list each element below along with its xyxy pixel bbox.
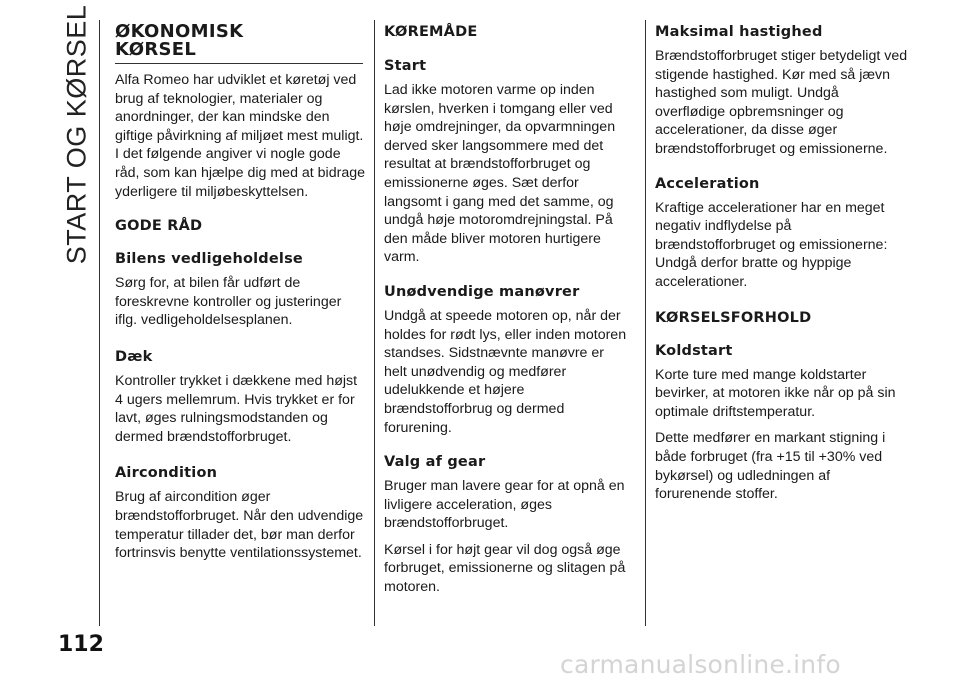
- page-title: [115, 23, 365, 59]
- column-2: [384, 20, 629, 597]
- paragraph-gear-2: Kørsel i for højt gear vil dog også øge forbruget, emissionerne og slitagen på motoren.: [384, 541, 626, 596]
- heading-manovrer: Unødvendige manøvrer: [384, 283, 580, 300]
- page-number: 112: [58, 632, 104, 657]
- paragraph-daek: Kontroller trykket i dækkene med højst 4 ugers mellemrum. Hvis trykket er for lavt, øges rulningsmodstanden og dermed brændstofforbruget.: [115, 372, 358, 445]
- column-divider-1: [374, 20, 375, 626]
- heading-koldstart: Koldstart: [655, 342, 733, 359]
- heading-vedligeholdelse: Bilens vedligeholdelse: [115, 251, 303, 268]
- heading-start: Start: [384, 58, 427, 74]
- page-title-line2: KØRSEL: [115, 39, 197, 60]
- watermark: carmanualsonline.info: [560, 650, 841, 679]
- column-3: [655, 20, 910, 504]
- paragraph-acceleration: Kraftige accelerationer har en meget negativ indflydelse på brændstofforbruget og emissionerne: Undgå derfor bratte og hyppige accelerationer.: [655, 199, 888, 290]
- paragraph-hastighed: Brændstofforbruget stiger betydeligt ved stigende hastighed. Kør med så jævn hastighed som muligt. Undgå overflødige opbremsninger og accelerationer, da disse øger brændstofforbruget og emissionerne.: [655, 48, 908, 157]
- paragraph-vedligeholdelse: Sørg for, at bilen får udført de foreskrevne kontroller og justeringer iflg. vedligeholdelsesplanen.: [115, 275, 342, 329]
- paragraph-koldstart-1: Korte ture med mange koldstarter bevirker, at motoren ikke når op på sin optimale driftstemperatur.: [655, 366, 896, 420]
- heading-acceleration: Acceleration: [655, 175, 760, 192]
- section-side-title: [52, 4, 102, 264]
- heading-gode-raad: GODE RÅD: [115, 218, 203, 235]
- intro-paragraph: Alfa Romeo har udviklet et køretøj ved brug af teknologier, materialer og anordninger, der kan mindske den giftige påvirkning af miljøet mest muligt. I det følgende angiver vi nogle gode råd, som kan hjælpe dig med at bidrage yderligere til miljøbeskyttelsen.: [115, 72, 365, 200]
- column-divider-2: [645, 20, 646, 626]
- heading-aircondition: Aircondition: [115, 465, 218, 482]
- heading-daek: Dæk: [115, 348, 153, 365]
- title-underline: [115, 63, 363, 64]
- heading-gear: Valg af gear: [384, 454, 486, 471]
- column-1: [115, 20, 365, 563]
- page-title-line1: ØKONOMISK: [115, 21, 244, 42]
- heading-korselsforhold: KØRSELSFORHOLD: [655, 309, 812, 326]
- paragraph-aircondition: Brug af aircondition øger brændstofforbruget. Når den udvendige temperatur tillader det, bør man derfor fortrinsvis benytte ventilationssystemet.: [115, 489, 364, 562]
- paragraph-manovrer: Undgå at speede motoren op, når der holdes for rødt lys, eller inden motoren standses. Sidstnævnte manøvre er helt unødvendig og medfører udelukkende et højere brændstofforbrug og dermed forurening.: [384, 307, 627, 436]
- side-divider: [99, 20, 100, 626]
- heading-hastighed: Maksimal hastighed: [655, 24, 823, 40]
- heading-koremaade: KØREMÅDE: [384, 24, 478, 40]
- paragraph-start: Lad ikke motoren varme op inden kørslen, hverken i tomgang eller ved høje omdrejninger, da opvarmningen derved sker langsommere med det resultat at brændstofforbruget og emissionerne øges. Sæt derfor langsomt i gang med det samme, og undgå høje motoromdrejningstal. På den måde bliver motoren hurtigere varm.: [384, 82, 616, 266]
- paragraph-koldstart-2: Dette medfører en markant stigning i både forbruget (fra +15 til +30% ved bykørsel) og udledningen af forurenende stoffer.: [655, 430, 886, 503]
- paragraph-gear-1: Bruger man lavere gear for at opnå en livligere acceleration, øges brændstofforbruget.: [384, 478, 625, 532]
- section-side-title-text: START OG KØRSEL: [61, 4, 92, 264]
